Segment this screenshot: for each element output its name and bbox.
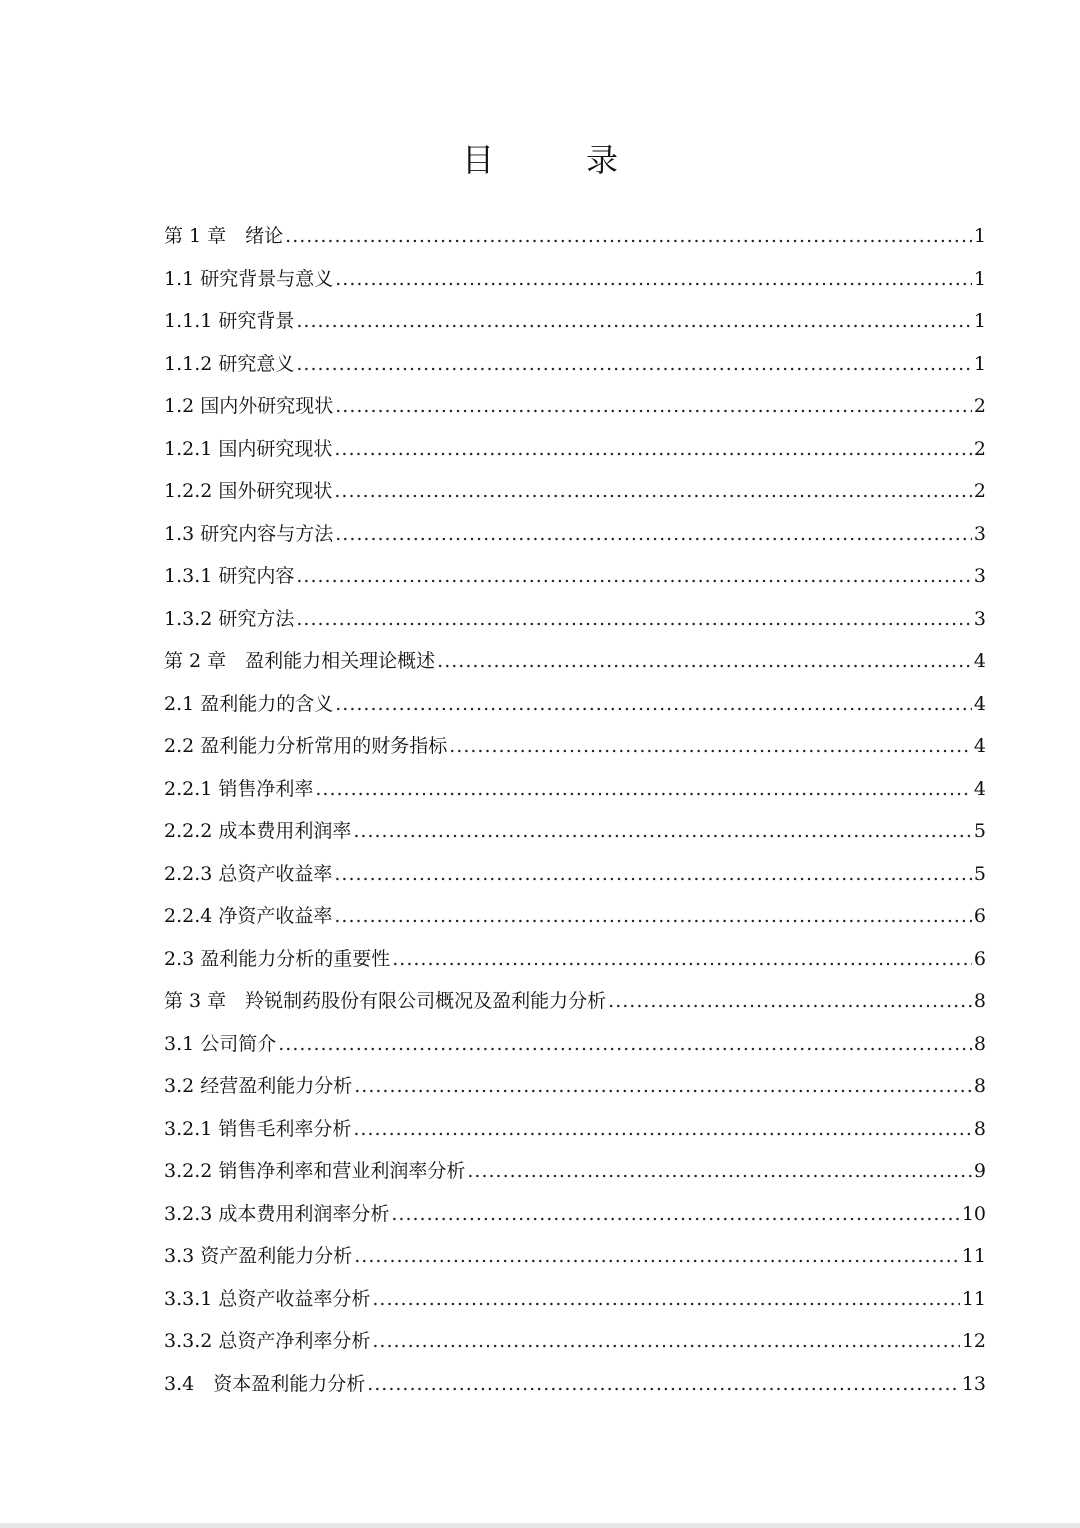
dot-leader bbox=[467, 1150, 972, 1193]
toc-entry-title: 1.1 研究背景与意义 bbox=[164, 267, 334, 290]
toc-entry-title: 3.2.2 销售净利率和营业利润率分析 bbox=[164, 1160, 466, 1182]
toc-entry[interactable] bbox=[164, 1193, 986, 1236]
toc-entry[interactable] bbox=[164, 215, 986, 258]
dot-leader bbox=[372, 1320, 959, 1363]
dot-leader bbox=[335, 513, 972, 556]
toc-entry[interactable] bbox=[164, 258, 986, 301]
toc-entry-title: 3.3 资产盈利能力分析 bbox=[164, 1245, 353, 1267]
toc-entry[interactable] bbox=[164, 640, 986, 683]
dot-leader bbox=[285, 215, 972, 258]
toc-entry[interactable] bbox=[164, 810, 986, 853]
toc-entry[interactable] bbox=[164, 1320, 986, 1363]
toc-entry-page: 5 bbox=[973, 820, 986, 842]
dot-leader bbox=[354, 1065, 972, 1108]
toc-entry-title: 3.2.1 销售毛利率分析 bbox=[164, 1117, 352, 1140]
dot-leader bbox=[334, 853, 972, 896]
dot-leader bbox=[296, 343, 972, 386]
dot-leader bbox=[296, 300, 972, 343]
toc-entry-title: 2.2.2 成本费用利润率 bbox=[164, 820, 352, 842]
toc-entry[interactable] bbox=[164, 555, 986, 598]
toc-entry-page: 12 bbox=[961, 1330, 986, 1352]
toc-entry-page: 2 bbox=[973, 395, 986, 417]
dot-leader bbox=[372, 1278, 959, 1321]
dot-leader bbox=[334, 470, 972, 513]
toc-entry-page: 2 bbox=[973, 437, 986, 460]
toc-entry-page: 6 bbox=[973, 947, 986, 970]
dot-leader bbox=[392, 938, 972, 981]
toc-entry-page: 3 bbox=[973, 522, 986, 545]
dot-leader bbox=[335, 683, 972, 726]
toc-entry-title: 3.2 经营盈利能力分析 bbox=[164, 1075, 353, 1097]
toc-entry-page: 8 bbox=[973, 1117, 986, 1140]
toc-entry-title: 1.1.2 研究意义 bbox=[164, 352, 295, 375]
toc-entry-title: 第 1 章 绪论 bbox=[164, 225, 284, 247]
toc-entry-page: 1 bbox=[973, 352, 986, 375]
toc-entry-page: 5 bbox=[973, 862, 986, 885]
toc-entry-page: 4 bbox=[973, 777, 986, 800]
toc-entry-title: 1.3.2 研究方法 bbox=[164, 607, 295, 630]
toc-entry-title: 1.1.1 研究背景 bbox=[164, 310, 295, 332]
toc-entry-page: 1 bbox=[973, 225, 986, 247]
dot-leader bbox=[296, 598, 972, 641]
toc-entry[interactable] bbox=[164, 428, 986, 471]
toc-entry[interactable] bbox=[164, 1065, 986, 1108]
toc-entry-page: 1 bbox=[973, 267, 986, 290]
toc-entry-page: 11 bbox=[961, 1287, 986, 1310]
dot-leader bbox=[334, 428, 972, 471]
toc-entry-title: 第 3 章 羚锐制药股份有限公司概况及盈利能力分析 bbox=[164, 990, 607, 1012]
dot-leader bbox=[437, 640, 972, 683]
toc-entry[interactable] bbox=[164, 1023, 986, 1066]
toc-entry[interactable] bbox=[164, 300, 986, 343]
dot-leader bbox=[315, 768, 972, 811]
toc-entry-page: 8 bbox=[973, 1075, 986, 1097]
dot-leader bbox=[335, 258, 972, 301]
toc-entry-title: 2.2.3 总资产收益率 bbox=[164, 862, 333, 885]
toc-entry-page: 8 bbox=[973, 1032, 986, 1055]
toc-entry-title: 2.3 盈利能力分析的重要性 bbox=[164, 947, 391, 970]
toc-entry-page: 4 bbox=[973, 692, 986, 715]
toc-entry[interactable] bbox=[164, 725, 986, 768]
toc-entry-page: 3 bbox=[973, 607, 986, 630]
toc-entry-title: 1.2.2 国外研究现状 bbox=[164, 480, 333, 502]
toc-entry-page: 11 bbox=[961, 1245, 986, 1267]
toc-entry[interactable] bbox=[164, 470, 986, 513]
dot-leader bbox=[334, 895, 972, 938]
toc-entry[interactable] bbox=[164, 853, 986, 896]
toc-entry[interactable] bbox=[164, 1108, 986, 1151]
toc-entry-title: 1.3 研究内容与方法 bbox=[164, 522, 334, 545]
table-of-contents bbox=[164, 215, 986, 1405]
dot-leader bbox=[391, 1193, 959, 1236]
toc-entry[interactable] bbox=[164, 343, 986, 386]
toc-entry[interactable] bbox=[164, 1363, 986, 1406]
toc-entry-title: 3.2.3 成本费用利润率分析 bbox=[164, 1202, 390, 1225]
toc-entry-title: 3.1 公司简介 bbox=[164, 1032, 277, 1055]
dot-leader bbox=[296, 555, 972, 598]
toc-entry-title: 2.1 盈利能力的含义 bbox=[164, 692, 334, 715]
toc-entry-page: 2 bbox=[973, 480, 986, 502]
toc-entry-page: 4 bbox=[973, 735, 986, 757]
toc-entry-title: 2.2.4 净资产收益率 bbox=[164, 905, 333, 927]
toc-entry-page: 3 bbox=[973, 565, 986, 587]
toc-entry-page: 10 bbox=[961, 1202, 986, 1225]
toc-entry-title: 第 2 章 盈利能力相关理论概述 bbox=[164, 650, 436, 672]
toc-entry-title: 2.2 盈利能力分析常用的财务指标 bbox=[164, 735, 448, 757]
dot-leader bbox=[449, 725, 972, 768]
dot-leader bbox=[278, 1023, 972, 1066]
toc-entry-title: 3.4 资本盈利能力分析 bbox=[164, 1372, 366, 1395]
toc-entry[interactable] bbox=[164, 1150, 986, 1193]
dot-leader bbox=[608, 980, 972, 1023]
toc-entry-title: 1.2 国内外研究现状 bbox=[164, 395, 334, 417]
dot-leader bbox=[367, 1363, 960, 1406]
toc-entry[interactable] bbox=[164, 513, 986, 556]
toc-entry[interactable] bbox=[164, 980, 986, 1023]
toc-entry-page: 6 bbox=[973, 905, 986, 927]
page-title: 目 录 bbox=[461, 141, 648, 179]
toc-entry-title: 2.2.1 销售净利率 bbox=[164, 777, 314, 800]
dot-leader bbox=[353, 1108, 972, 1151]
bottom-edge-divider bbox=[0, 1523, 1080, 1528]
toc-entry-title: 1.2.1 国内研究现状 bbox=[164, 437, 333, 460]
toc-entry-page: 1 bbox=[973, 310, 986, 332]
toc-entry-page: 8 bbox=[973, 990, 986, 1012]
toc-entry-title: 1.3.1 研究内容 bbox=[164, 565, 295, 587]
toc-entry[interactable] bbox=[164, 768, 986, 811]
dot-leader bbox=[353, 810, 972, 853]
toc-entry-page: 4 bbox=[973, 650, 986, 672]
toc-entry[interactable] bbox=[164, 1278, 986, 1321]
dot-leader bbox=[335, 385, 972, 428]
toc-entry[interactable] bbox=[164, 683, 986, 726]
toc-entry[interactable] bbox=[164, 895, 986, 938]
dot-leader bbox=[354, 1235, 960, 1278]
toc-entry-title: 3.3.2 总资产净利率分析 bbox=[164, 1330, 371, 1352]
toc-entry[interactable] bbox=[164, 598, 986, 641]
toc-entry-title: 3.3.1 总资产收益率分析 bbox=[164, 1287, 371, 1310]
toc-entry-page: 13 bbox=[961, 1372, 986, 1395]
toc-entry-page: 9 bbox=[973, 1160, 986, 1182]
toc-entry[interactable] bbox=[164, 938, 986, 981]
toc-entry[interactable] bbox=[164, 1235, 986, 1278]
toc-entry[interactable] bbox=[164, 385, 986, 428]
